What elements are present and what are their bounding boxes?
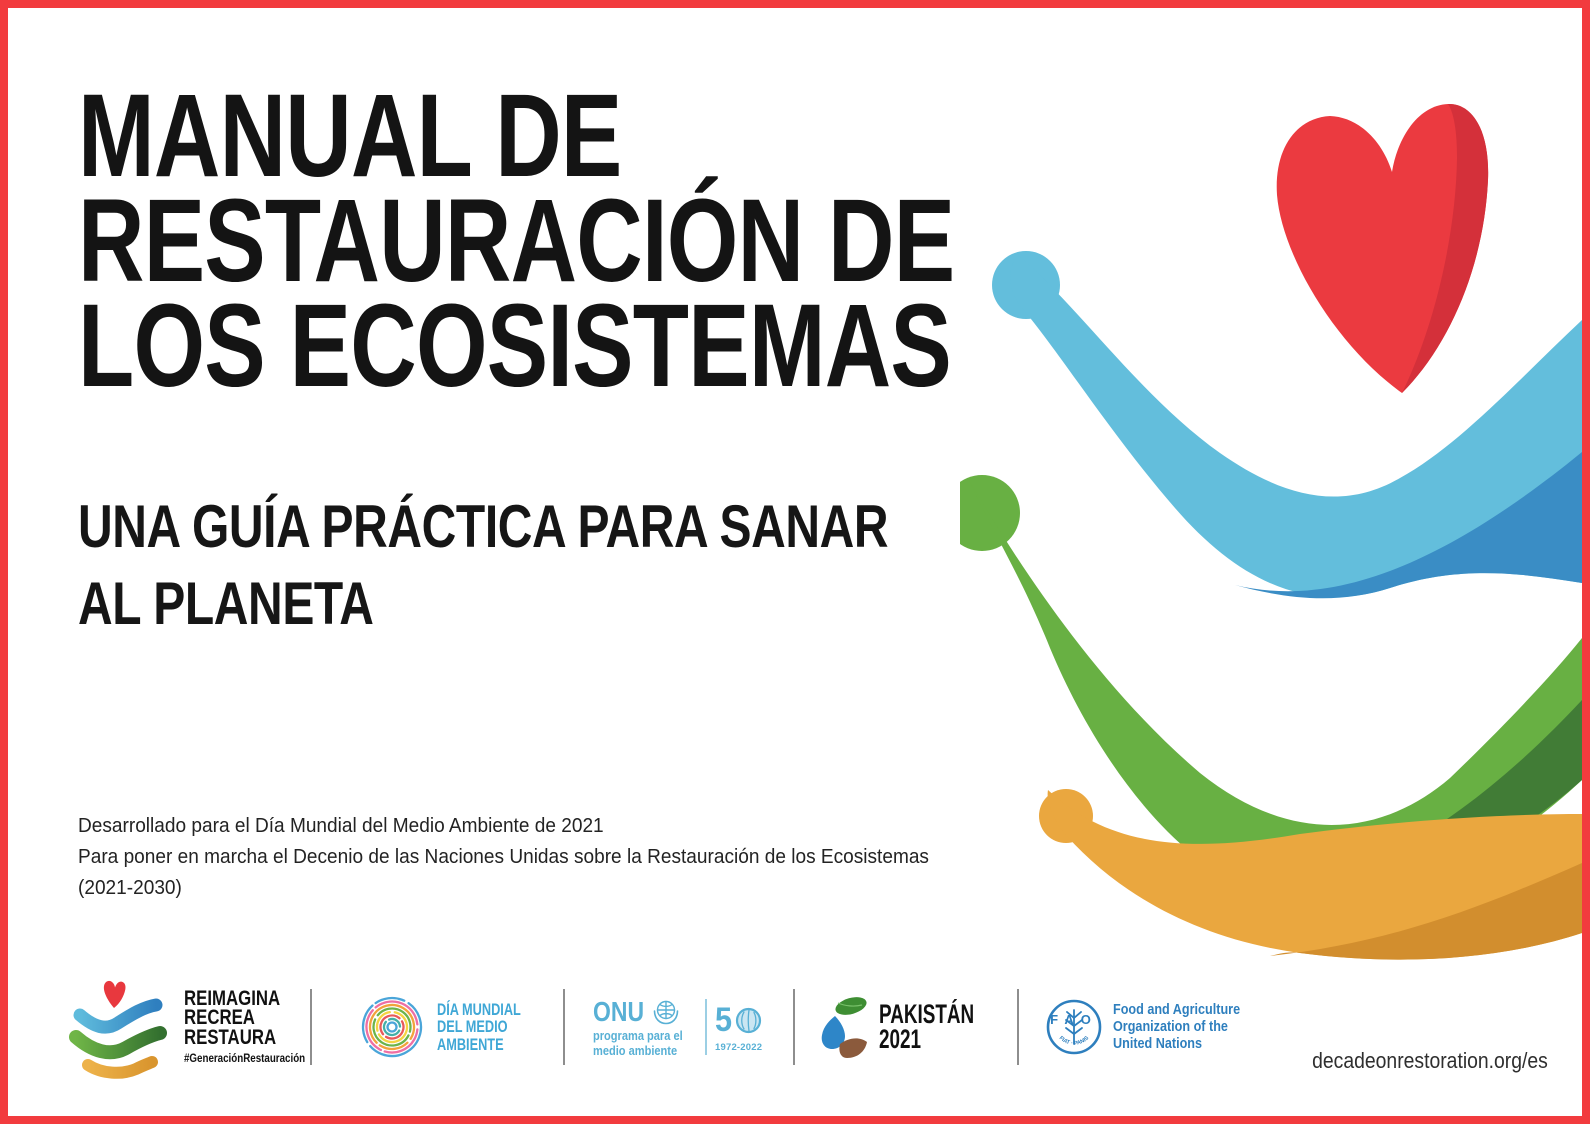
wed-line-3: AMBIENTE <box>437 1034 504 1054</box>
leaf-drop-dune-icon <box>821 994 871 1060</box>
unep-inner-divider <box>705 999 707 1055</box>
divider <box>793 989 795 1065</box>
fao-logo-text <box>1113 1002 1243 1053</box>
fao-emblem-icon <box>1045 998 1103 1056</box>
pakistan-line-1: PAKISTÁN <box>879 999 975 1029</box>
wed-line-1: DÍA MUNDIAL <box>437 999 521 1019</box>
description-line-2: Para poner en marcha el Decenio de las Naciones Unidas sobre la Restauración de los Ecosistemas <box>78 845 929 868</box>
divider <box>1017 989 1019 1065</box>
orange-wave <box>1039 789 1582 960</box>
fao-motto: FIAT · PANIS <box>1057 1035 1091 1047</box>
divider <box>310 989 312 1065</box>
fao-line-1: Food and Agriculture <box>1113 1001 1241 1018</box>
pakistan-line-2: 2021 <box>879 1024 922 1054</box>
unep-logo-top <box>593 996 699 1028</box>
page-title <box>78 70 1202 412</box>
restoration-line-1: REIMAGINA <box>184 986 281 1010</box>
subtitle-line-2: AL PLANETA <box>78 570 374 637</box>
title-line-3: LOS ECOSISTEMAS <box>78 280 952 412</box>
fao-acronym: FAO <box>1050 1012 1098 1027</box>
fao-line-3: United Nations <box>1113 1035 1203 1052</box>
description <box>78 810 993 903</box>
globe-zero-icon <box>735 1007 762 1034</box>
fao-line-2: Organization of the <box>1113 1018 1228 1035</box>
partner-logo-strip <box>66 974 1243 1080</box>
unep-50-mark <box>715 1001 777 1040</box>
heart-icon <box>1277 104 1488 393</box>
heart-waves-icon <box>66 975 170 1079</box>
title-line-1: MANUAL DE <box>78 70 622 202</box>
un-emblem-icon <box>651 997 681 1027</box>
divider <box>563 989 565 1065</box>
restoration-line-2: RECREA <box>184 1006 255 1030</box>
wed-line-2: DEL MEDIO <box>437 1017 508 1037</box>
pakistan-logo-text <box>879 999 979 1054</box>
unep-50th-anniversary <box>715 1001 777 1053</box>
unep-name: ONU <box>593 995 645 1027</box>
restoration-hashtag: #GeneraciónRestauración <box>184 1053 306 1066</box>
title-line-2: RESTAURACIÓN DE <box>78 175 955 307</box>
unep-logo <box>593 996 699 1059</box>
unep-line-1: programa para el <box>593 1027 683 1043</box>
description-line-3: (2021-2030) <box>78 876 182 899</box>
description-line-1: Desarrollado para el Día Mundial del Medio Ambiente de 2021 <box>78 814 604 837</box>
restoration-line-3: RESTAURA <box>184 1025 277 1049</box>
fingerprint-globe-icon <box>360 995 424 1059</box>
restoration-logo-text <box>184 986 306 1066</box>
page-subtitle <box>78 488 1091 642</box>
subtitle-line-1: UNA GUÍA PRÁCTICA PARA SANAR <box>78 493 889 560</box>
website-url-link[interactable]: decadeonrestoration.org/es <box>1312 1048 1548 1073</box>
unep-50-years: 1972-2022 <box>715 1042 763 1053</box>
unep-line-2: medio ambiente <box>593 1043 678 1058</box>
wed-logo-text <box>437 1001 533 1054</box>
unep-50-digit: 5 <box>715 1001 733 1039</box>
